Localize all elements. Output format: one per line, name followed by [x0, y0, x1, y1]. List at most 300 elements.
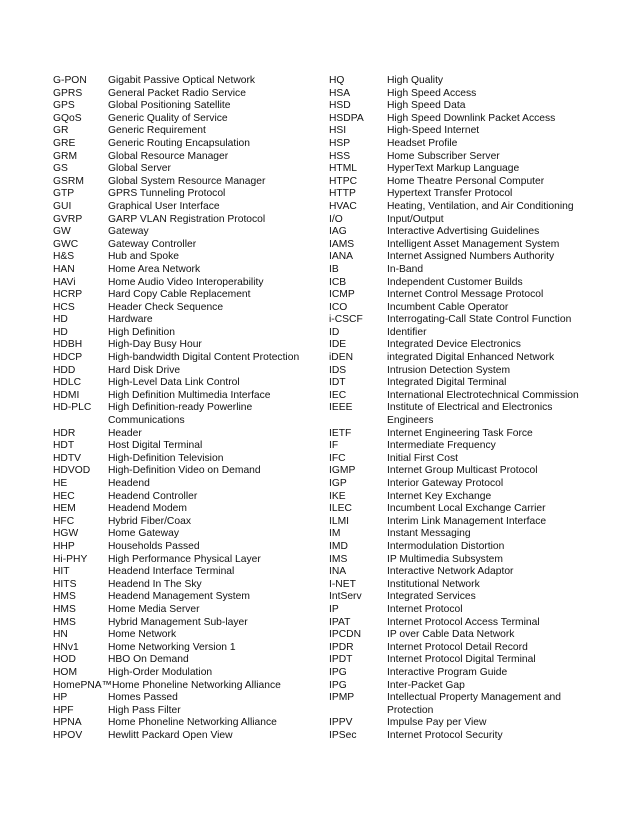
acronym-entry [53, 201, 323, 214]
acronym-entry [53, 264, 323, 277]
acronym-term: HDLC [53, 377, 82, 389]
acronym-term: HSD [329, 100, 351, 112]
acronym-definition: Headend Controller [108, 490, 198, 502]
acronym-definition: Graphical User Interface [108, 200, 220, 212]
acronym-definition: Hybrid Fiber/Coax [108, 515, 191, 527]
acronym-entry [329, 692, 599, 717]
acronym-term: HTML [329, 163, 358, 175]
acronym-definition: High-Day Busy Hour [108, 339, 202, 351]
acronym-term: ICB [329, 276, 347, 288]
acronym-entry [329, 591, 599, 604]
acronym-definition: Integrated Device Electronics [387, 339, 521, 351]
acronym-entry [53, 465, 323, 478]
acronym-definition: Interim Link Management Interface [387, 515, 547, 527]
acronym-definition: Headend Modem [108, 503, 187, 515]
acronym-entry [329, 554, 599, 567]
acronym-term: ILMI [329, 515, 350, 527]
acronym-term: IM [329, 528, 341, 540]
acronym-term: IB [329, 263, 339, 275]
acronym-definition: Header [108, 427, 142, 439]
acronym-column-left [53, 75, 323, 742]
acronym-definition: Headend Management System [108, 591, 250, 603]
acronym-term: I-NET [329, 578, 356, 590]
acronym-entry [329, 314, 599, 327]
acronym-entry [329, 629, 599, 642]
acronym-term: HCRP [53, 289, 83, 301]
acronym-entry [53, 516, 323, 529]
acronym-definition: Headend Interface Terminal [108, 566, 235, 578]
acronym-definition: Households Passed [108, 540, 200, 552]
acronym-term: GVRP [53, 213, 83, 225]
acronym-entry [329, 604, 599, 617]
acronym-term: GQoS [53, 112, 82, 124]
acronym-term: HSI [329, 125, 347, 137]
acronym-term: IPDR [329, 641, 354, 653]
acronym-term: HTPC [329, 175, 358, 187]
acronym-entry [53, 528, 323, 541]
acronym-term: ID [329, 326, 340, 338]
acronym-term: HSP [329, 137, 351, 149]
acronym-column-right [329, 75, 599, 742]
acronym-entry [329, 402, 599, 427]
acronym-entry [329, 251, 599, 264]
acronym-entry [53, 440, 323, 453]
acronym-term: GSRM [53, 175, 84, 187]
acronym-term: IGMP [329, 465, 356, 477]
acronym-entry [53, 327, 323, 340]
acronym-entry [53, 88, 323, 101]
acronym-definition: Intrusion Detection System [387, 364, 511, 376]
acronym-term: IPG [329, 666, 347, 678]
acronym-definition: Internet Protocol Access Terminal [387, 616, 540, 628]
acronym-term: IEEE [329, 402, 353, 414]
acronym-term: HTTP [329, 188, 356, 200]
acronym-entry [329, 541, 599, 554]
acronym-definition: High Definition-ready Powerline Communications [108, 402, 253, 427]
acronym-definition: Hewlitt Packard Open View [108, 729, 233, 741]
acronym-entry [329, 566, 599, 579]
acronym-definition: HBO On Demand [108, 654, 189, 666]
acronym-term: HE [53, 478, 68, 489]
acronym-definition: GPRS Tunneling Protocol [108, 188, 226, 200]
acronym-entry [53, 365, 323, 378]
acronym-term: HN [53, 629, 68, 641]
acronym-entry [53, 453, 323, 466]
acronym-term: i-CSCF [329, 314, 363, 326]
acronym-term: ILEC [329, 503, 352, 515]
acronym-entry [329, 730, 599, 743]
acronym-definition: Intellectual Property Management and Protection [387, 692, 562, 716]
acronym-term: HQ [329, 75, 345, 86]
acronym-entry [53, 188, 323, 201]
acronym-definition: Home Phoneline Networking Alliance [112, 679, 281, 691]
acronym-entry [53, 314, 323, 327]
acronym-term: IntServ [329, 591, 362, 603]
acronym-definition: Home Area Network [108, 263, 201, 275]
acronym-definition: Gigabit Passive Optical Network [108, 75, 256, 86]
acronym-term: GR [53, 125, 69, 137]
acronym-entry [53, 100, 323, 113]
acronym-definition: Homes Passed [108, 692, 178, 704]
acronym-definition: IP over Cable Data Network [387, 629, 515, 641]
acronym-entry [329, 188, 599, 201]
acronym-definition: Internet Protocol Security [387, 729, 503, 741]
acronym-entry [53, 629, 323, 642]
acronym-entry [329, 75, 599, 88]
acronym-entry [329, 277, 599, 290]
acronym-entry [329, 680, 599, 693]
acronym-definition: IP Multimedia Subsystem [387, 553, 503, 565]
acronym-definition: Independent Customer Builds [387, 276, 523, 288]
acronym-term: HPF [53, 704, 74, 716]
acronym-definition: Internet Protocol Digital Terminal [387, 654, 536, 666]
acronym-term: ICMP [329, 289, 355, 301]
acronym-entry [329, 214, 599, 227]
acronym-definition: International Electrotechnical Commission [387, 389, 579, 401]
acronym-term: IPPV [329, 717, 353, 729]
acronym-entry [53, 402, 323, 427]
acronym-term: HDTV [53, 452, 82, 464]
acronym-definition: High Pass Filter [108, 704, 181, 716]
acronym-entry [329, 163, 599, 176]
acronym-entry [329, 390, 599, 403]
acronym-definition: Interactive Network Adaptor [387, 566, 514, 578]
acronym-definition: Internet Protocol Detail Record [387, 641, 528, 653]
acronym-entry [329, 339, 599, 352]
acronym-term: HOD [53, 654, 76, 666]
acronym-term: HPOV [53, 729, 83, 741]
acronym-entry [53, 579, 323, 592]
acronym-definition: Inter-Packet Gap [387, 679, 465, 691]
acronym-term: HCS [53, 301, 75, 313]
acronym-entry [53, 214, 323, 227]
acronym-entry [329, 289, 599, 302]
acronym-term: HMS [53, 591, 76, 603]
acronym-term: HAVi [53, 276, 76, 288]
acronym-definition: High Quality [387, 75, 444, 86]
acronym-term: HOM [53, 666, 78, 678]
acronym-entry [329, 579, 599, 592]
acronym-entry [53, 654, 323, 667]
acronym-definition: Integrated Services [387, 591, 476, 603]
acronym-term: HMS [53, 616, 76, 628]
acronym-definition: Home Audio Video Interoperability [108, 276, 264, 288]
acronym-entry [329, 642, 599, 655]
acronym-entry [53, 352, 323, 365]
acronym-definition: Gateway [108, 226, 149, 238]
acronym-term: HDCP [53, 352, 83, 364]
acronym-entry [329, 478, 599, 491]
acronym-entry [53, 680, 323, 693]
acronym-definition: Generic Requirement [108, 125, 206, 137]
acronym-entry [329, 88, 599, 101]
acronym-term: IMS [329, 553, 348, 565]
acronym-entry [53, 667, 323, 680]
acronym-definition: Headset Profile [387, 137, 458, 149]
acronym-definition: Hardware [108, 314, 153, 326]
acronym-definition: High-Definition Television [108, 452, 224, 464]
acronym-definition: Integrated Digital Terminal [387, 377, 507, 389]
acronym-entry [53, 591, 323, 604]
acronym-definition: Incumbent Cable Operator [387, 301, 509, 313]
acronym-definition: Impulse Pay per View [387, 717, 487, 729]
acronym-term: IPG [329, 679, 347, 691]
acronym-term: HSA [329, 87, 351, 99]
acronym-entry [329, 440, 599, 453]
acronym-definition: Headend [108, 478, 150, 489]
acronym-entry [53, 302, 323, 315]
acronym-entry [53, 151, 323, 164]
acronym-entry [53, 226, 323, 239]
acronym-entry [329, 654, 599, 667]
acronym-term: HSDPA [329, 112, 364, 124]
acronym-definition: integrated Digital Enhanced Network [387, 352, 555, 364]
acronym-definition: Internet Group Multicast Protocol [387, 465, 538, 477]
acronym-definition: Intermodulation Distortion [387, 540, 505, 552]
acronym-definition: GARP VLAN Registration Protocol [108, 213, 266, 225]
acronym-entry [53, 503, 323, 516]
acronym-definition: Headend In The Sky [108, 578, 202, 590]
acronym-entry [53, 554, 323, 567]
acronym-term: H&S [53, 251, 75, 263]
acronym-term: IPMP [329, 692, 355, 704]
acronym-term: IEC [329, 389, 347, 401]
acronym-term: HSS [329, 150, 351, 162]
acronym-entry [53, 113, 323, 126]
acronym-definition: Global Server [108, 163, 171, 175]
acronym-entry [329, 516, 599, 529]
acronym-definition: High-Definition Video on Demand [108, 465, 261, 477]
acronym-term: HomePNA™ [53, 679, 112, 691]
acronym-entry [329, 176, 599, 189]
acronym-entry [329, 138, 599, 151]
acronym-term: IP [329, 603, 339, 615]
acronym-term: GUI [53, 200, 72, 212]
acronym-entry [329, 503, 599, 516]
acronym-definition: High-Level Data Link Control [108, 377, 240, 389]
acronym-entry [329, 264, 599, 277]
acronym-term: HGW [53, 528, 79, 540]
acronym-definition: Intermediate Frequency [387, 440, 496, 452]
acronym-term: INA [329, 566, 347, 578]
acronym-definition: Institute of Electrical and Electronics Engineers [387, 402, 553, 427]
acronym-definition: Generic Routing Encapsulation [108, 137, 250, 149]
acronym-entry [329, 125, 599, 138]
acronym-definition: Hard Copy Cable Replacement [108, 289, 251, 301]
acronym-term: HNv1 [53, 641, 79, 653]
acronym-term: GWC [53, 238, 79, 250]
acronym-definition: Home Gateway [108, 528, 179, 540]
acronym-definition: Internet Engineering Task Force [387, 427, 533, 439]
acronym-entry [329, 428, 599, 441]
acronym-term: HD-PLC [53, 402, 92, 414]
acronym-definition: High-Order Modulation [108, 666, 213, 678]
acronym-entry [329, 365, 599, 378]
acronym-entry [53, 125, 323, 138]
acronym-definition: Interactive Program Guide [387, 666, 508, 678]
acronym-term: HPNA [53, 717, 82, 729]
acronym-term: HHP [53, 540, 75, 552]
acronym-entry [53, 176, 323, 189]
acronym-definition: Input/Output [387, 213, 444, 225]
acronym-entry [329, 151, 599, 164]
acronym-definition: In-Band [387, 263, 424, 275]
acronym-term: ICO [329, 301, 348, 313]
acronym-definition: Initial First Cost [387, 452, 458, 464]
acronym-definition: High-Speed Internet [387, 125, 480, 137]
acronym-term: GRE [53, 137, 76, 149]
acronym-entry [329, 453, 599, 466]
acronym-definition: Gateway Controller [108, 238, 197, 250]
acronym-term: HEM [53, 503, 76, 515]
acronym-term: HEC [53, 490, 75, 502]
acronym-entry [53, 566, 323, 579]
acronym-definition: Intelligent Asset Management System [387, 238, 560, 250]
acronym-definition: HyperText Markup Language [387, 163, 520, 175]
acronym-definition: Instant Messaging [387, 528, 471, 540]
acronym-definition: Home Network [108, 629, 177, 641]
acronym-definition: Heating, Ventilation, and Air Conditioning [387, 200, 574, 212]
acronym-entry [329, 352, 599, 365]
acronym-definition: Home Phoneline Networking Alliance [108, 717, 277, 729]
acronym-definition: High Speed Downlink Packet Access [387, 112, 556, 124]
acronym-definition: Institutional Network [387, 578, 480, 590]
acronym-entry [53, 377, 323, 390]
acronym-term: IKE [329, 490, 346, 502]
acronym-entry [53, 642, 323, 655]
acronym-term: HD [53, 326, 68, 338]
acronym-entry [329, 491, 599, 504]
acronym-entry [53, 478, 323, 491]
acronym-term: GPS [53, 100, 75, 112]
acronym-definition: High Definition [108, 326, 175, 338]
acronym-term: IDT [329, 377, 346, 389]
acronym-term: HDVOD [53, 465, 91, 477]
acronym-definition: Internet Assigned Numbers Authority [387, 251, 555, 263]
acronym-definition: Identifier [387, 326, 427, 338]
acronym-term: IF [329, 440, 339, 452]
acronym-definition: Host Digital Terminal [108, 440, 203, 452]
acronym-definition: Header Check Sequence [108, 301, 224, 313]
acronym-definition: General Packet Radio Service [108, 87, 246, 99]
acronym-definition: Home Subscriber Server [387, 150, 500, 162]
acronym-entry [329, 667, 599, 680]
acronym-entry [329, 201, 599, 214]
acronym-definition: Incumbent Local Exchange Carrier [387, 503, 546, 515]
acronym-entry [329, 100, 599, 113]
acronym-term: IETF [329, 427, 352, 439]
acronym-term: IDE [329, 339, 347, 351]
acronym-entry [53, 339, 323, 352]
acronym-entry [329, 302, 599, 315]
acronym-term: GPRS [53, 87, 83, 99]
acronym-term: HITS [53, 578, 77, 590]
acronym-entry [53, 163, 323, 176]
acronym-term: HIT [53, 566, 70, 578]
acronym-definition: High Definition Multimedia Interface [108, 389, 271, 401]
acronym-term: I/O [329, 213, 343, 225]
acronym-entry [53, 541, 323, 554]
acronym-term: HDBH [53, 339, 83, 351]
acronym-definition: Global System Resource Manager [108, 175, 266, 187]
acronym-entry [53, 289, 323, 302]
acronym-entry [53, 390, 323, 403]
acronym-definition: Interactive Advertising Guidelines [387, 226, 540, 238]
acronym-definition: Interior Gateway Protocol [387, 478, 504, 489]
acronym-term: IAG [329, 226, 347, 238]
acronym-entry [53, 705, 323, 718]
acronym-entry [329, 377, 599, 390]
acronym-term: HMS [53, 603, 76, 615]
acronym-definition: High-bandwidth Digital Content Protection [108, 352, 300, 364]
acronym-entry [53, 692, 323, 705]
acronym-term: GS [53, 163, 68, 175]
acronym-term: IPDT [329, 654, 353, 666]
acronym-entry [53, 730, 323, 743]
acronym-definition: High Speed Data [387, 100, 466, 112]
acronym-term: GW [53, 226, 71, 238]
acronym-term: IMD [329, 540, 348, 552]
acronym-definition: Generic Quality of Service [108, 112, 228, 124]
acronym-definition: Internet Key Exchange [387, 490, 492, 502]
acronym-definition: High Speed Access [387, 87, 477, 99]
acronym-entry [53, 428, 323, 441]
acronym-definition: Hypertext Transfer Protocol [387, 188, 513, 200]
acronym-entry [53, 277, 323, 290]
acronym-definition: High Performance Physical Layer [108, 553, 261, 565]
acronym-definition: Home Networking Version 1 [108, 641, 236, 653]
acronym-term: IAMS [329, 238, 355, 250]
acronym-definition: Hub and Spoke [108, 251, 179, 263]
acronym-entry [53, 239, 323, 252]
acronym-term: HDD [53, 364, 76, 376]
acronym-entry [53, 604, 323, 617]
acronym-term: iDEN [329, 352, 354, 364]
acronym-entry [53, 717, 323, 730]
acronym-entry [329, 226, 599, 239]
acronym-definition: Internet Control Message Protocol [387, 289, 544, 301]
acronym-entry [329, 239, 599, 252]
acronym-term: HVAC [329, 200, 357, 212]
acronym-term: IPAT [329, 616, 351, 628]
acronym-term: HDMI [53, 389, 80, 401]
acronym-entry [329, 327, 599, 340]
acronym-definition: Home Theatre Personal Computer [387, 175, 545, 187]
acronym-entry [53, 138, 323, 151]
acronym-definition: Global Positioning Satellite [108, 100, 231, 112]
acronym-definition: Interrogating-Call State Control Function [387, 314, 572, 326]
acronym-entry [329, 465, 599, 478]
acronym-term: IFC [329, 452, 346, 464]
acronym-definition: Internet Protocol [387, 603, 463, 615]
acronym-term: HDT [53, 440, 75, 452]
acronym-term: HFC [53, 515, 75, 527]
acronym-entry [329, 617, 599, 630]
acronym-term: IPSec [329, 729, 357, 741]
acronym-entry [53, 251, 323, 264]
acronym-definition: Home Media Server [108, 603, 200, 615]
acronym-entry [329, 113, 599, 126]
acronym-term: IANA [329, 251, 354, 263]
acronym-entry [53, 491, 323, 504]
acronym-term: HP [53, 692, 68, 704]
acronym-entry [329, 528, 599, 541]
acronym-term: GTP [53, 188, 75, 200]
acronym-entry [53, 617, 323, 630]
acronym-term: IDS [329, 364, 347, 376]
acronym-term: GRM [53, 150, 78, 162]
acronym-term: G-PON [53, 75, 87, 86]
